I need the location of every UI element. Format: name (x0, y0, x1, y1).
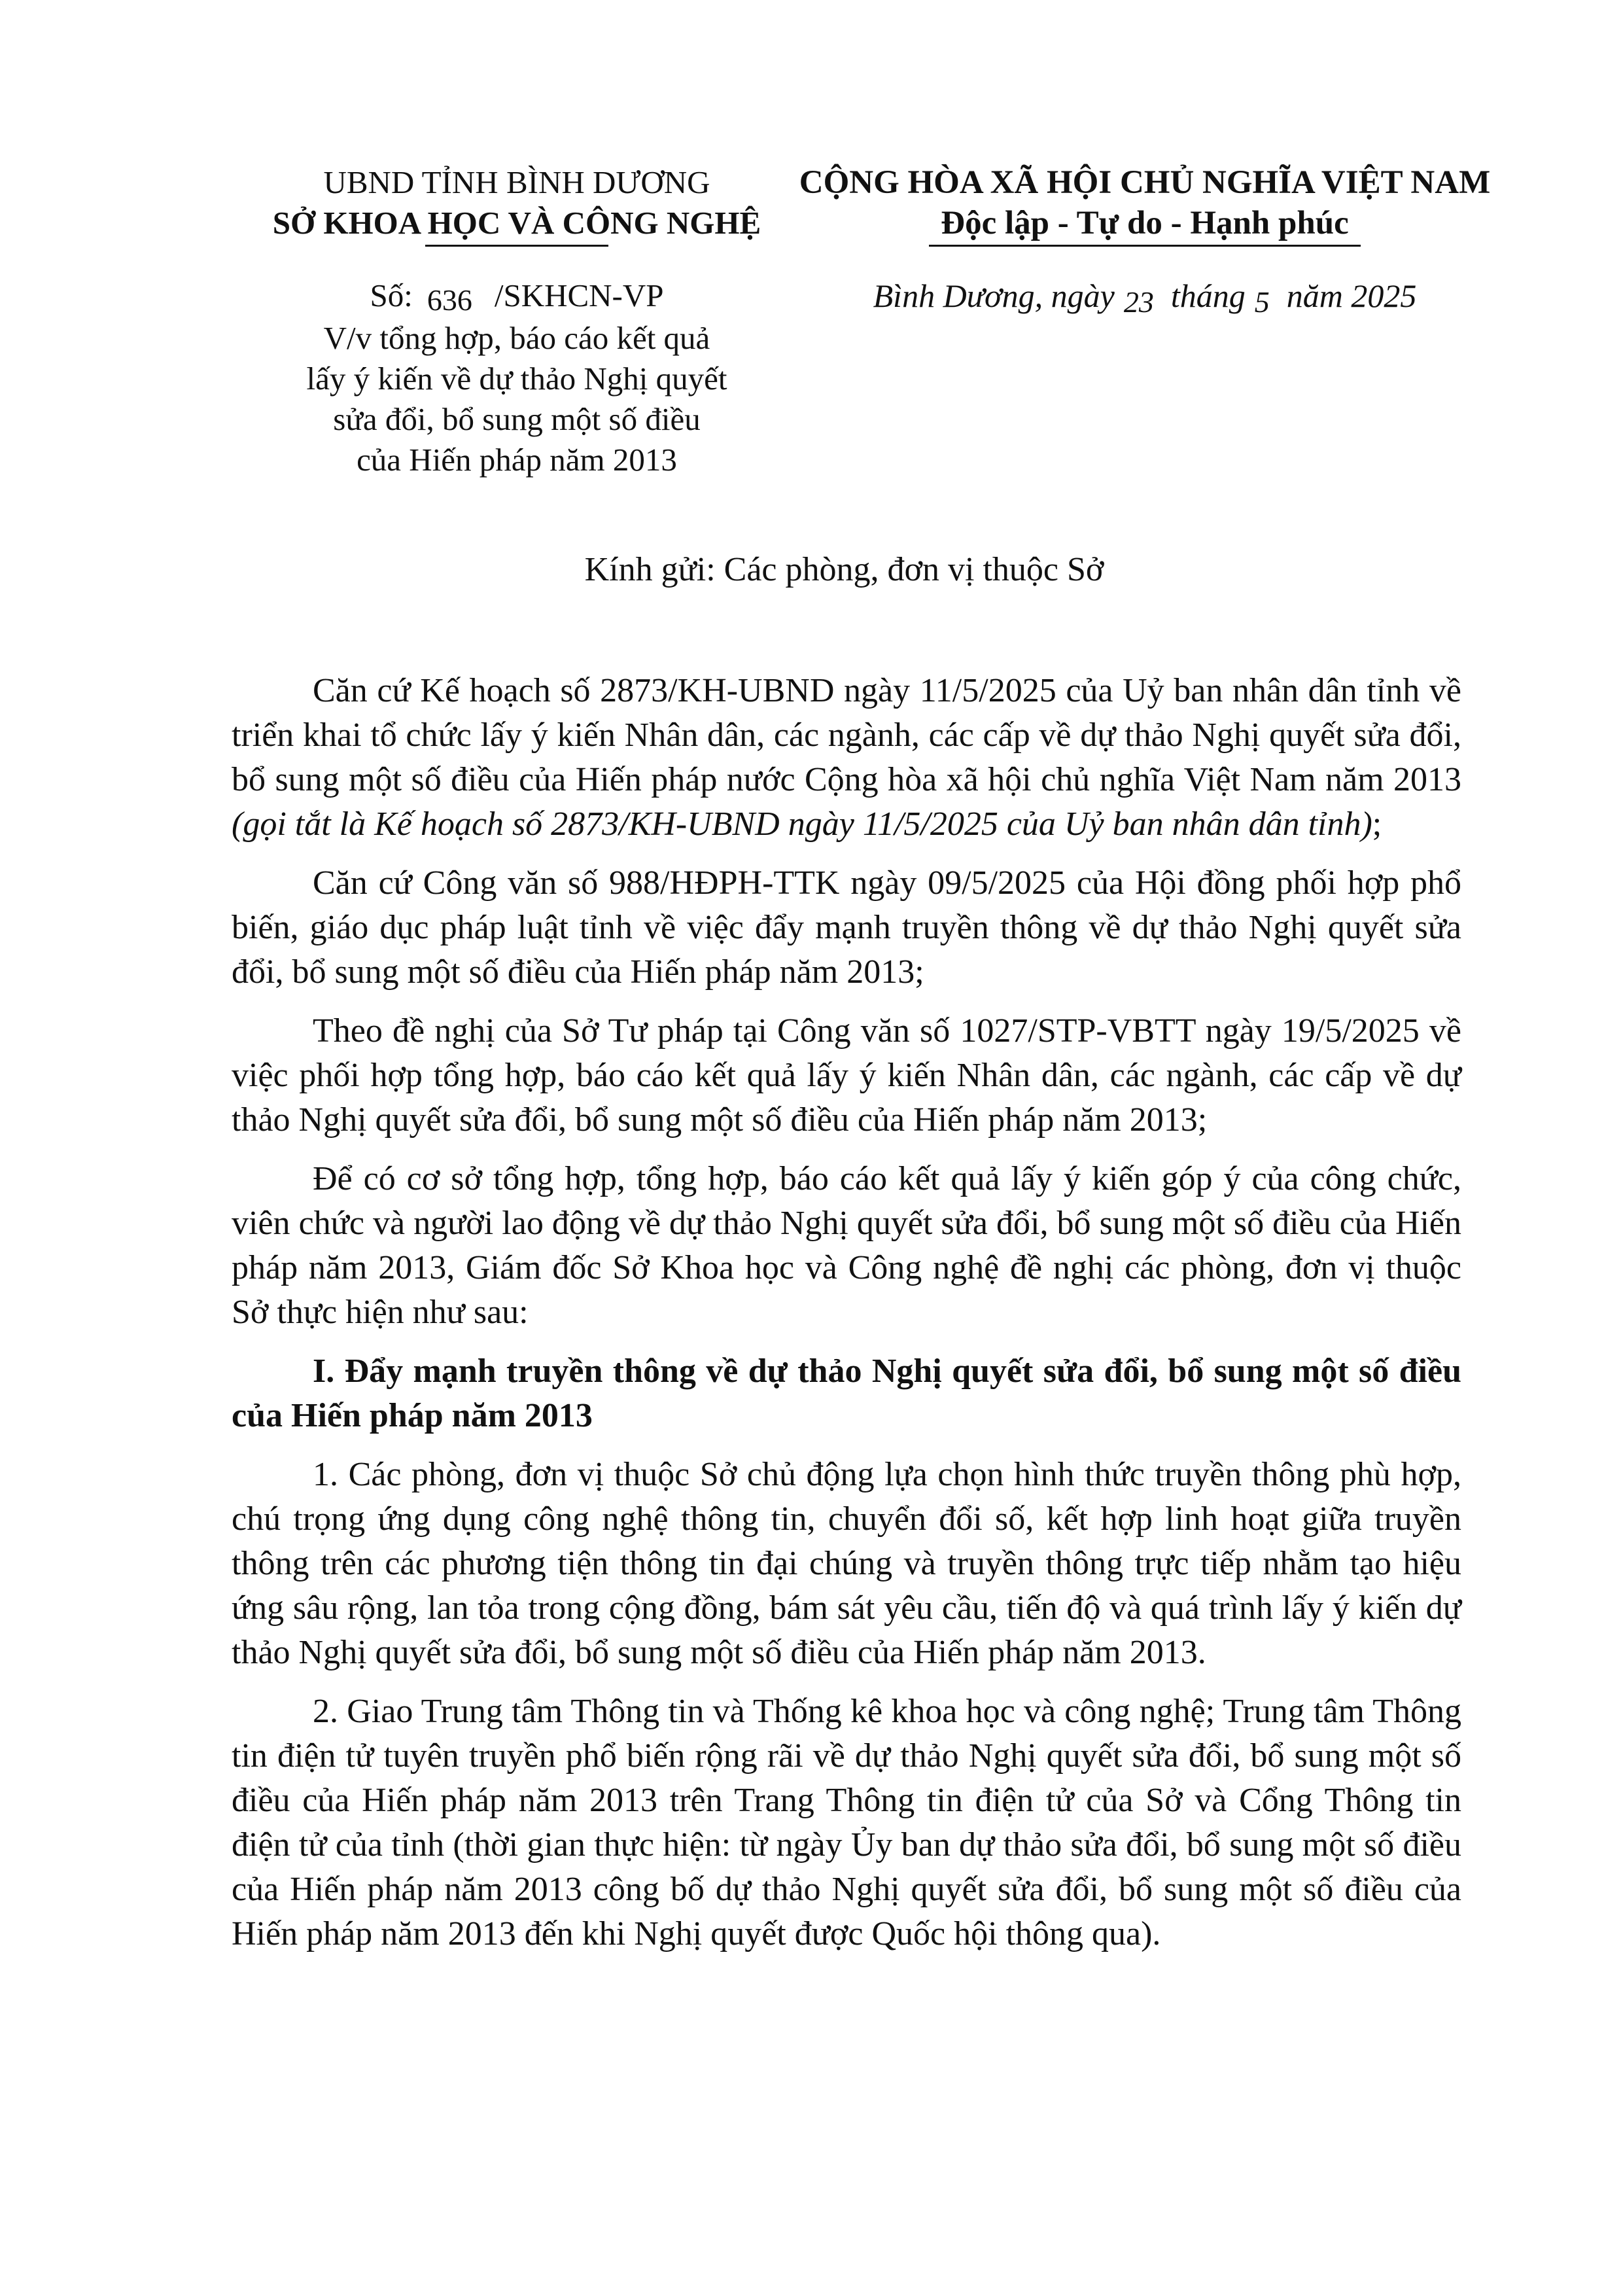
date-month: 5 (1254, 285, 1270, 319)
document-number (222, 275, 811, 317)
date-place: Bình Dương, ngày (873, 277, 1115, 314)
subject-line: của Hiến pháp năm 2013 (357, 442, 677, 478)
motto-underline (929, 245, 1361, 247)
subject-line: V/v tổng hợp, báo cáo kết quả (323, 320, 710, 356)
paragraph-text: Căn cứ Kế hoạch số 2873/KH-UBND ngày 11/5/2025 của Uỷ ban nhân dân tỉnh về triển khai tổ chức lấy ý kiến Nhân dân, các ngành, các cấp về dự thảo Nghị quyết sửa đổi, bổ sung một số điều của Hiến pháp nước Cộng hòa xã hội chủ nghĩa Việt Nam năm 2013 (232, 672, 1461, 798)
body-paragraph: Căn cứ Công văn số 988/HĐPH-TTK ngày 09/5/2025 của Hội đồng phối hợp phổ biến, giáo dục pháp luật tỉnh về việc đẩy mạnh truyền thông về dự thảo Nghị quyết sửa đổi, bổ sung một số điều của Hiến pháp năm 2013; (232, 864, 1461, 991)
parent-agency: UBND TỈNH BÌNH DƯƠNG (323, 164, 710, 200)
national-motto: Độc lập - Tự do - Hạnh phúc (941, 205, 1349, 241)
body-paragraph: Theo đề nghị của Sở Tư pháp tại Công văn số 1027/STP-VBTT ngày 19/5/2025 về việc phối hợp tổng hợp, báo cáo kết quả lấy ý kiến Nhân dân, các ngành, các cấp về dự thảo Nghị quyết sửa đổi, bổ sung một số điều của Hiến pháp năm 2013; (232, 1012, 1461, 1139)
place-and-date (778, 275, 1511, 317)
national-title-block (778, 162, 1511, 317)
date-month-label: tháng (1170, 277, 1246, 314)
document-body (232, 669, 1461, 1971)
agency-underline (425, 245, 608, 247)
number-prefix: Số: (370, 277, 413, 313)
subject-line: sửa đổi, bổ sung một số điều (333, 401, 701, 437)
subject-line: lấy ý kiến về dự thảo Nghị quyết (306, 361, 727, 397)
date-year: năm 2025 (1286, 277, 1417, 314)
agency-name: SỞ KHOA HỌC VÀ CÔNG NGHỆ (272, 205, 761, 241)
section-heading: I. Đẩy mạnh truyền thông về dự thảo Nghị quyết sửa đổi, bổ sung một số điều của Hiến pháp năm 2013 (232, 1352, 1461, 1434)
number-value: 636 (427, 283, 472, 317)
paragraph-italic-note: (gọi tắt là Kế hoạch số 2873/KH-UBND ngày 11/5/2025 của Uỷ ban nhân dân tỉnh) (232, 805, 1372, 843)
nation-title: CỘNG HÒA XÃ HỘI CHỦ NGHĨA VIỆT NAM (799, 164, 1491, 201)
issuing-agency-block (222, 162, 811, 480)
list-item: 2. Giao Trung tâm Thông tin và Thống kê khoa học và công nghệ; Trung tâm Thông tin điện tử tuyên truyền phổ biến rộng rãi về dự thảo Nghị quyết sửa đổi, bổ sung một số điều của Hiến pháp năm 2013 trên Trang Thông tin điện tử của Sở và Cổng Thông tin điện tử của tỉnh (thời gian thực hiện: từ ngày Ủy ban dự thảo sửa đổi, bổ sung một số điều của Hiến pháp năm 2013 công bố dự thảo Nghị quyết sửa đổi, bổ sung một số điều của Hiến pháp năm 2013 đến khi Nghị quyết được Quốc hội thông qua). (232, 1693, 1461, 1952)
number-suffix: /SKHCN-VP (494, 277, 664, 313)
body-paragraph: Để có cơ sở tổng hợp, tổng hợp, báo cáo kết quả lấy ý kiến góp ý của công chức, viên chức và người lao động về dự thảo Nghị quyết sửa đổi, bổ sung một số điều của Hiến pháp năm 2013, Giám đốc Sở Khoa học và Công nghệ đề nghị các phòng, đơn vị thuộc Sở thực hiện như sau: (232, 1160, 1461, 1331)
body-paragraph (232, 669, 1461, 847)
paragraph-end: ; (1372, 805, 1382, 843)
salutation: Kính gửi: Các phòng, đơn vị thuộc Sở (584, 551, 1104, 588)
list-item: 1. Các phòng, đơn vị thuộc Sở chủ động lựa chọn hình thức truyền thông phù hợp, chú trọng ứng dụng công nghệ thông tin, chuyển đổi số, kết hợp linh hoạt giữa truyền thông trên các phương tiện thông tin đại chúng và truyền thông trực tiếp nhằm tạo hiệu ứng sâu rộng, lan tỏa trong cộng đồng, bám sát yêu cầu, tiến độ và quá trình lấy ý kiến dự thảo Nghị quyết sửa đổi, bổ sung một số điều của Hiến pháp năm 2013. (232, 1456, 1461, 1671)
date-day: 23 (1123, 285, 1154, 319)
document-subject (222, 318, 811, 480)
